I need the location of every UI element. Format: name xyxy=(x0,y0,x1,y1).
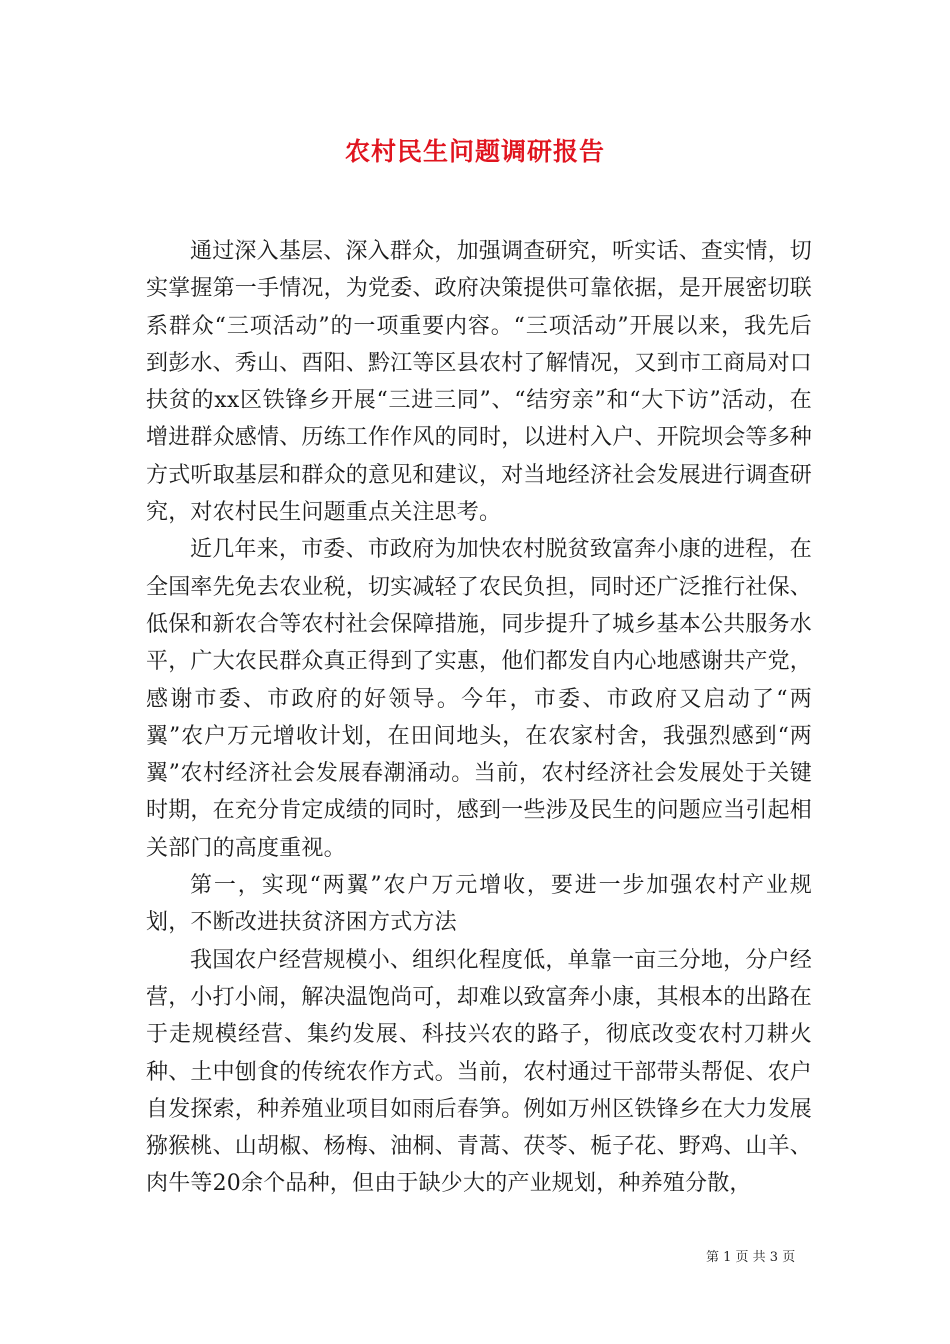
document-body xyxy=(146,233,812,1203)
page-number: 第 1 页 共 3 页 xyxy=(706,1250,796,1265)
paragraph-1: 通过深入基层、深入群众，加强调查研究，听实话、查实情，切实掌握第一手情况，为党委、政府决策提供可靠依据，是开展密切联系群众“三项活动”的一项重要内容。“三项活动”开展以来，我先后到彭水、秀山、酉阳、黔江等区县农村了解情况，又到市工商局对口扶贫的xx区铁锋乡开展“三进三同”、“结穷亲”和“大下访”活动，在增进群众感情、历练工作作风的同时，以进村入户、开院坝会等多种方式听取基层和群众的意见和建议，对当地经济社会发展进行调查研究，对农村民生问题重点关注思考。 xyxy=(146,239,813,526)
document-title: 农村民生问题调研报告 xyxy=(344,137,605,166)
section-heading-1: 第一，实现“两翼”农户万元增收，要进一步加强农村产业规划，不断改进扶贫济困方式方法 xyxy=(146,873,812,936)
paragraph-3: 我国农户经营规模小、组织化程度低，单靠一亩三分地，分户经营，小打小闹，解决温饱尚可，却难以致富奔小康，其根本的出路在于走规模经营、集约发展、科技兴农的路子，彻底改变农村刀耕火种、土中刨食的传统农作方式。当前，农村通过干部带头帮促、农户自发探索，种养殖业项目如雨后春笋。例如万州区铁锋乡在大力发展猕猴桃、山胡椒、杨梅、油桐、青蒿、茯苓、栀子花、野鸡、山羊、肉牛等20余个品种，但由于缺少大的产业规划，种养殖分散， xyxy=(146,947,813,1197)
paragraph-2: 近几年来，市委、市政府为加快农村脱贫致富奔小康的进程，在全国率先免去农业税，切实减轻了农民负担，同时还广泛推行社保、低保和新农合等农村社会保障措施，同步提升了城乡基本公共服务水平，广大农民群众真正得到了实惠，他们都发自内心地感谢共产党，感谢市委、市政府的好领导。今年，市委、市政府又启动了“两翼”农户万元增收计划，在田间地头，在农家村舍，我强烈感到“两翼”农村经济社会发展春潮涌动。当前，农村经济社会发展处于关键时期，在充分肯定成绩的同时，感到一些涉及民生的问题应当引起相关部门的高度重视。 xyxy=(146,537,813,861)
